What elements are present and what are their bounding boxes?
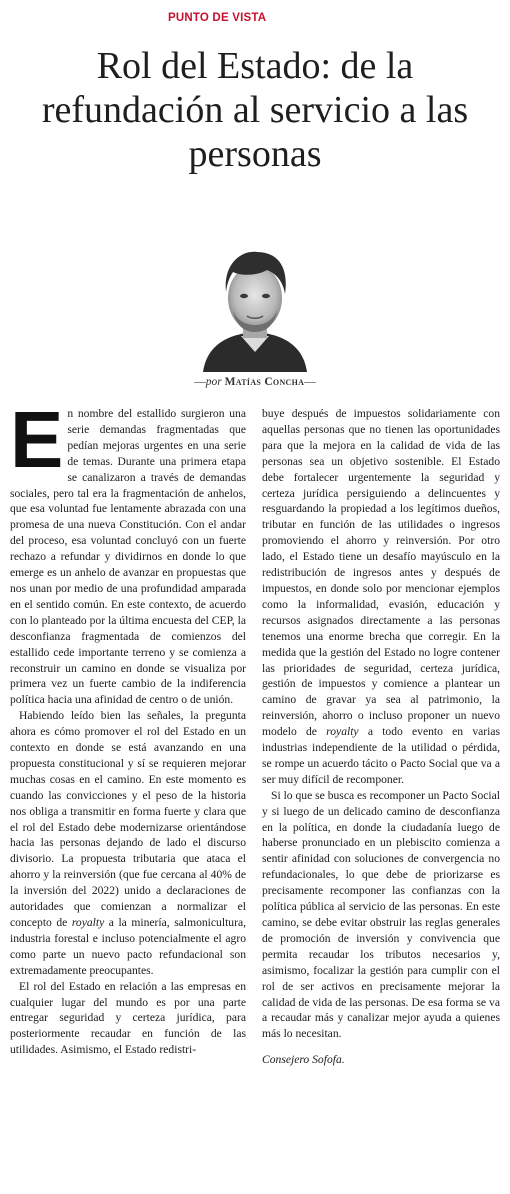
paragraph-2-text-b: a la minería, salmonicultura, industria forestal e incluso potencialmente el agro como parte un nuevo pacto refundacional son extremadamente preocupantes. bbox=[10, 916, 246, 977]
paragraph-2-text-a: Habiendo leído bien las señales, la pregunta ahora es cómo promover el rol del Estado en un contexto en donde se está avanzando en una propuesta constitucional y sí se requieren mejorar muchas cosas en el camino. En este momento es cuando las convicciones y el peso de la historia nos obliga a transmitir en forma fuerte y clara que el rol del Estado debe modernizarse orientándose hacia las personas dejando de lado el discurso divisorio. La propuesta tributaria que ataca el ahorro y la reinversión (que fue cercana al 40% de la inversión del 2022) unido a declaraciones de autoridades que comienzan a normalizar el concepto de bbox=[10, 709, 246, 929]
paragraph-2 bbox=[10, 708, 246, 978]
paragraph-3-start: El rol del Estado en relación a las empresas en cualquier lugar del mundo es por una parte entregar seguridad y certeza jurídica, para posteriormente recaudar en función de las utilidades. Asimismo, el Estado redistri- bbox=[10, 979, 246, 1057]
author-portrait bbox=[195, 240, 315, 372]
author-name: Matías Concha bbox=[224, 376, 305, 388]
royalty-term: royalty bbox=[71, 916, 105, 929]
paragraph-4: Si lo que se busca es recomponer un Pacto Social y si luego de un delicado camino de desconfianza en la política, en donde la ciudadanía luego de haberse pronunciado en un plebiscito comienza a sentir afinidad con soluciones de convergencia no refundacionales, lo que debe de priorizarse es precisamente recomponer las confianzas con la política pública al servicio de las personas. En este camino, se debe evitar obstruir las reglas generales de promoción de inversión y convivencia que permita recaudar los tributos necesarios y, asimismo, focalizar la gestión para cumplir con el rol de ser activos en precisamente mejorar la calidad de vida de las personas. De esa forma se va a recaudar más y canalizar mejor ayuda a quienes más lo necesitan. bbox=[262, 788, 500, 1041]
paragraph-1 bbox=[10, 395, 246, 708]
section-label: PUNTO DE VISTA bbox=[168, 12, 267, 24]
byline-prefix: por bbox=[205, 376, 222, 388]
paragraph-1-text: n nombre del estallido surgieron una serie demandas fragmentadas que pedían mejoras urgentes en una serie de temas. Durante una primera etapa se canalizaron a través de demandas sociales, pero tal era la fragmentación de anhelos, que esa voluntad fue lentamente abrazada con una promesa de una nueva Constitución. Con el andar del proceso, esa voluntad concluyó con un fuerte rechazo a refundar y dividirnos en donde lo que emerge es un anhelo de avanzar en propuestas que nos unan por medio de una profundidad amparada en el sentido común. En este contexto, de acuerdo con lo planteado por la última encuesta del CEP, la desconfianza fragmentada de comienzos del estallido cede importante terreno y se comienza a reconstruir un camino en donde se visualiza por primera vez un fuerte cambio de la indiferencia política hacia una afinidad de centro o de unión. bbox=[10, 407, 246, 707]
byline: —por Matías Concha— bbox=[194, 376, 316, 388]
signature: Consejero Sofofa. bbox=[262, 1053, 345, 1067]
headline: Rol del Estado: de la refundación al servicio a las personas bbox=[41, 45, 469, 175]
body-column-left bbox=[10, 395, 246, 1058]
body-column-right bbox=[262, 406, 500, 1068]
drop-cap: E bbox=[10, 395, 64, 484]
paragraph-3-cont: buye después de impuestos solidariamente con aquellas personas que no tienen las oportunidades para que la mejora en la calidad de vida de las personas sea un objetivo sostenible. El Estado debe fortalecer urgentemente la seguridad y certeza jurídica persiguiendo a delincuentes y resguardando la propiedad a los legítimos dueños, tributar en función de las utilidades o ingresos promoviendo el ahorro y reinversión. Por otro lado, el Estado tiene un desafío mayúsculo en la redistribución de ingresos antes y después de impuestos, en donde solo por mencionar ejemplos como la informalidad, evasión, educación y recursos asignados directamente a las personas tenemos una enorme brecha que corregir. En la medida que la gestión del Estado no logre contener las prioridades de seguridad, certeza jurídica, gestión de impuestos y comience a plantear un camino de gravar ya sea al patrimonio, la reinversión, ahorro o incluso proponer un nuevo modelo de royalty a todo evento en varias industrias independiente de la utilidad o pérdida, se rompe un acuerdo tácito o Pacto Social que va a ser muy difícil de recomponer. bbox=[262, 407, 501, 786]
